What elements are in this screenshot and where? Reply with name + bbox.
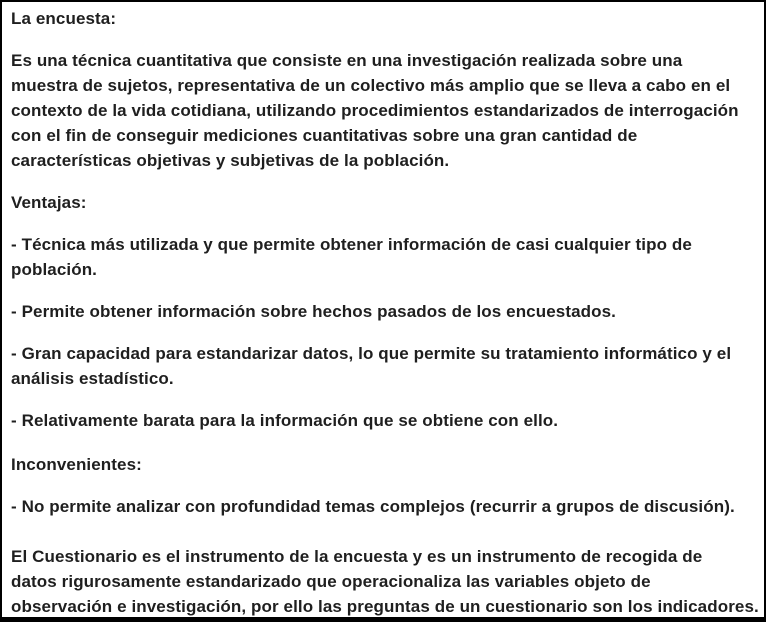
text-line: población. — [11, 260, 97, 279]
text-line: Es una técnica cuantitativa que consiste en una investigación realizada sobre una — [11, 51, 683, 70]
text-line: con el fin de conseguir mediciones cuantitativas sobre una gran cantidad de — [11, 126, 638, 145]
text-line: Inconvenientes: — [11, 455, 142, 474]
text-line: contexto de la vida cotidiana, utilizando procedimientos estandarizados de interrogación — [11, 101, 739, 120]
text-line: - Permite obtener información sobre hechos pasados de los encuestados. — [11, 302, 616, 321]
text-line: La encuesta: — [11, 9, 117, 28]
text-line: - Gran capacidad para estandarizar datos, lo que permite su tratamiento informático y el — [11, 344, 732, 363]
text-line: muestra de sujetos, representativa de un colectivo más amplio que se lleva a cabo en el — [11, 76, 731, 95]
text-line: características objetivas y subjetivas de la población. — [11, 151, 450, 170]
text-line: observación e investigación, por ello las preguntas de un cuestionario son los indicadores. — [11, 597, 759, 616]
text-line: análisis estadístico. — [11, 369, 174, 388]
text-line: - Técnica más utilizada y que permite obtener información de casi cualquier tipo de — [11, 235, 692, 254]
text-line: datos rigurosamente estandarizado que operacionaliza las variables objeto de — [11, 572, 651, 591]
text-line: Ventajas: — [11, 193, 87, 212]
text-line: - Relativamente barata para la información que se obtiene con ello. — [11, 411, 559, 430]
text-line: El Cuestionario es el instrumento de la encuesta y es un instrumento de recogida de — [11, 547, 703, 566]
text-line: - No permite analizar con profundidad temas complejos (recurrir a grupos de discusión). — [11, 497, 735, 516]
